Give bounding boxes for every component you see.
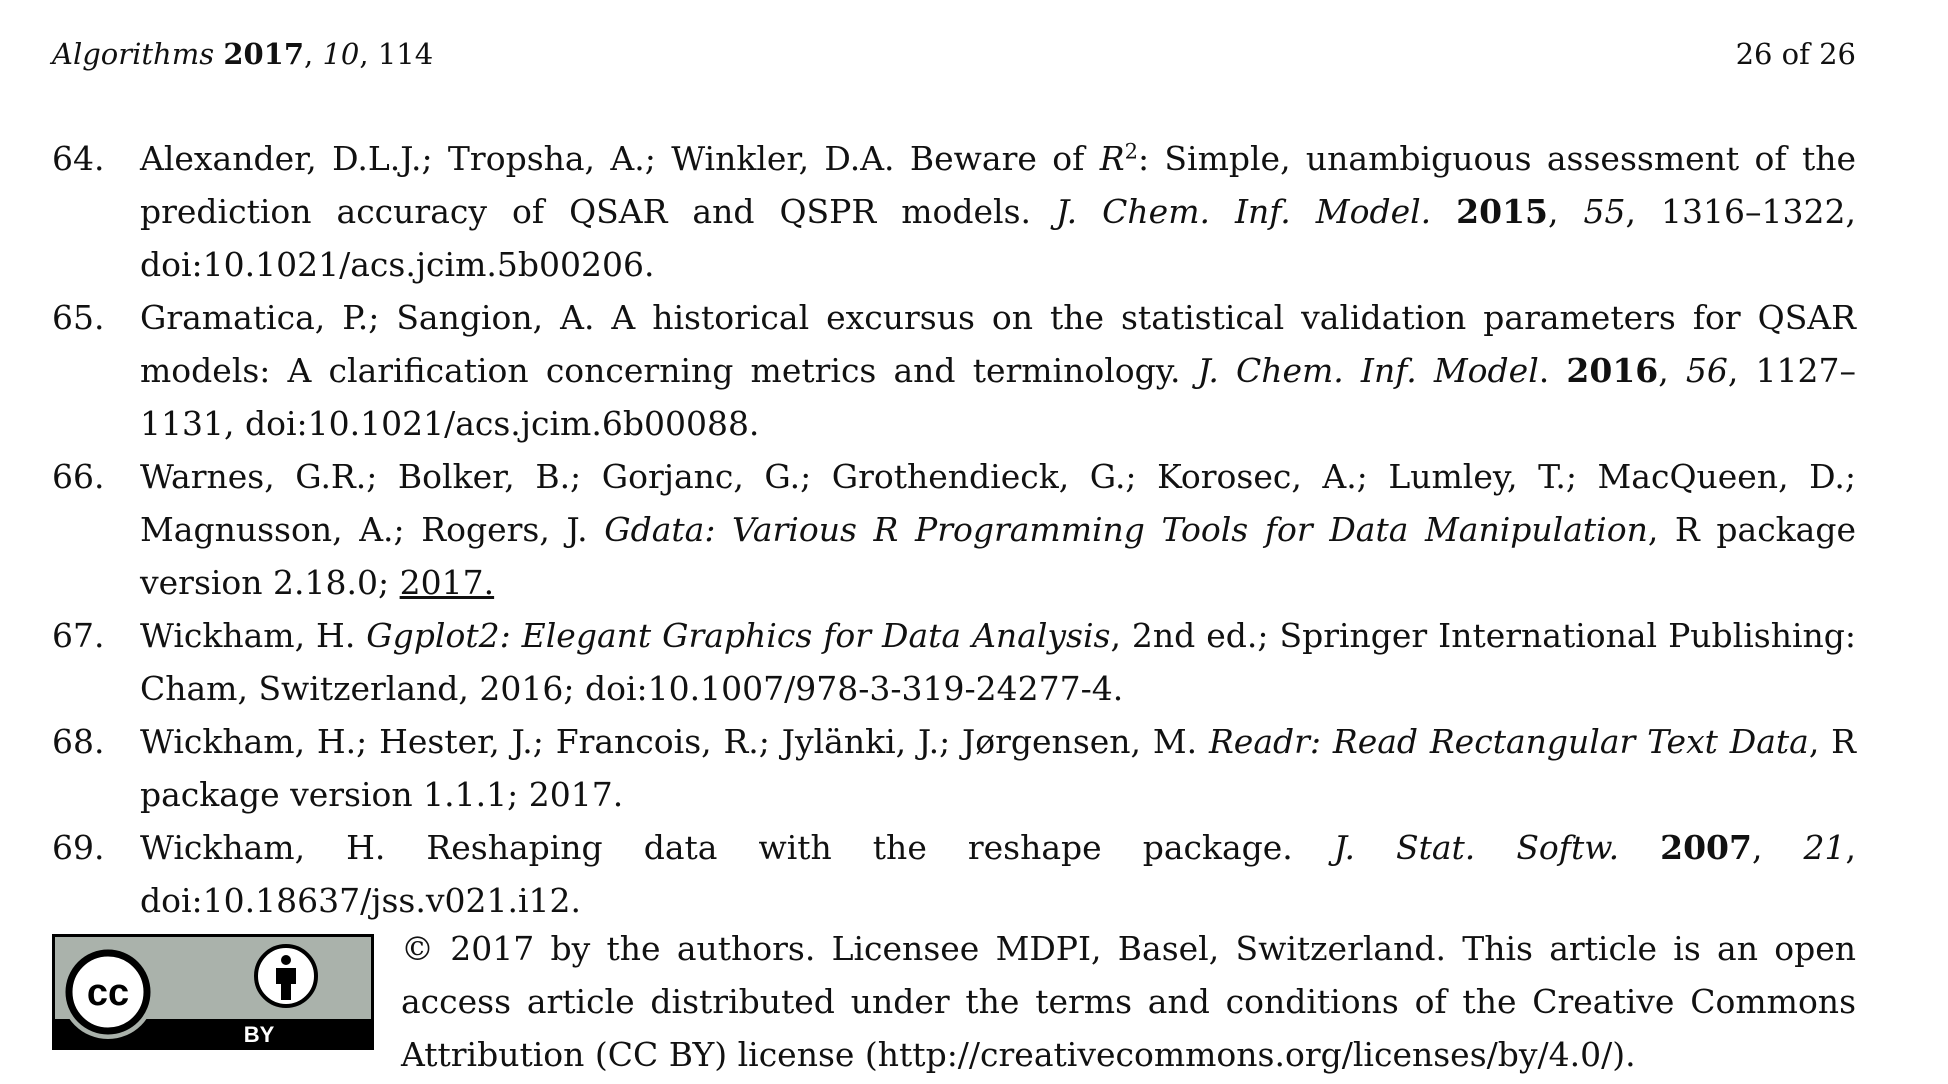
- attribution-person-icon: [256, 946, 316, 1006]
- reference-journal: J. Chem. Inf. Model: [1197, 351, 1539, 390]
- journal-volume: 10: [322, 37, 360, 71]
- reference-title: Gdata: Various R Programming Tools for Data Manipulation: [604, 510, 1648, 549]
- reference-title: Readr: Read Rectangular Text Data: [1208, 722, 1809, 761]
- reference-version: , R package version 2.18.0;: [140, 510, 1857, 602]
- running-header: [52, 34, 1856, 74]
- reference-authors-title: Gramatica, P.; Sangion, A. A historical excursus on the statistical validation parameters for QSAR models: A clarification concerning metrics and terminology.: [140, 298, 1856, 390]
- cc-icon: [61, 945, 155, 1039]
- reference-volume: 55: [1583, 192, 1626, 231]
- reference-volume: 56: [1685, 351, 1728, 390]
- reference-journal: J. Chem. Inf. Model.: [1056, 192, 1432, 231]
- reference-authors: Wickham, H.: [140, 616, 367, 655]
- citation-header: Algorithms 2017, 10, 114: [52, 37, 434, 71]
- reference-number: 69.: [52, 828, 105, 867]
- reference-year: 2015: [1456, 192, 1549, 231]
- reference-list: [52, 132, 1856, 927]
- reference-text: [140, 715, 1856, 821]
- reference-year: 2007: [1660, 828, 1752, 867]
- journal-name: Algorithms: [52, 37, 215, 71]
- reference-volume: 21: [1803, 828, 1846, 867]
- reference-66: [52, 450, 1856, 609]
- reference-title: Ggplot2: Elegant Graphics for Data Analysis: [366, 616, 1111, 655]
- reference-year-link[interactable]: 2017.: [399, 563, 495, 602]
- cc-label: cc: [86, 972, 130, 1014]
- reference-69: [52, 821, 1856, 927]
- reference-authors: Warnes, G.R.; Bolker, B.; Gorjanc, G.; Grothendieck, G.; Korosec, A.; Lumley, T.; MacQueen, D.; Magnusson, A.; Rogers, J.: [140, 457, 1856, 549]
- reference-text: [140, 609, 1856, 715]
- article-number: 114: [377, 37, 434, 71]
- reference-journal: J. Stat. Softw.: [1333, 828, 1620, 867]
- reference-text: Wickham, H. Reshaping data with the reshape package. J. Stat. Softw. 2007, 21, doi:10.18637/jss.v021.i12.: [140, 828, 1856, 920]
- reference-text: Alexander, D.L.J.; Tropsha, A.; Winkler, D.A. Beware of $R^2$: Simple, unambiguous assessment of the prediction accuracy of QSAR and QSPR models. J. Chem. Inf. Model. 2015, 55, 1316–1322, doi:10.1021/acs.jcim.5b00206.: [140, 139, 1856, 284]
- reference-65: [52, 291, 1856, 450]
- reference-68: [52, 715, 1856, 821]
- page-number: 26 of 26: [1735, 37, 1856, 71]
- r-symbol: R: [1099, 139, 1125, 178]
- reference-pages-doi: , 1127–1131, doi:10.1021/acs.jcim.6b00088.: [140, 351, 1857, 443]
- reference-journal-punct: .: [1538, 351, 1567, 390]
- reference-number: 67.: [52, 616, 105, 655]
- reference-year: 2016: [1566, 351, 1659, 390]
- cc-by-badge[interactable]: [52, 934, 374, 1050]
- reference-doi: , doi:10.18637/jss.v021.i12.: [140, 828, 1856, 920]
- reference-text: Gramatica, P.; Sangion, A. A historical excursus on the statistical validation parameters for QSAR models: A clarification concerning metrics and terminology. J. Chem. Inf. Model. 2016, 56, 1127–1131, doi:10.1021/acs.jcim.6b00088.: [140, 298, 1857, 443]
- reference-authors: Wickham, H.; Hester, J.; Francois, R.; Jylänki, J.; Jørgensen, M.: [140, 722, 1209, 761]
- reference-publisher-doi: , 2nd ed.; Springer International Publishing: Cham, Switzerland, 2016; doi:10.1007/978-3-319-24277-4.: [140, 616, 1857, 708]
- by-label: BY: [243, 1022, 275, 1047]
- reference-number: 68.: [52, 722, 105, 761]
- r-superscript: 2: [1124, 139, 1138, 164]
- reference-64: [52, 132, 1856, 291]
- reference-authors: Alexander, D.L.J.; Tropsha, A.; Winkler, D.A. Beware of: [140, 139, 1100, 178]
- reference-pages-doi: , 1316–1322, doi:10.1021/acs.jcim.5b00206.: [140, 192, 1856, 284]
- journal-year: 2017: [223, 37, 305, 71]
- reference-version: , R package version 1.1.1; 2017.: [140, 722, 1856, 814]
- reference-number: 65.: [52, 298, 105, 337]
- license-block: [52, 922, 1856, 1072]
- reference-67: [52, 609, 1856, 715]
- reference-number: 64.: [52, 139, 105, 178]
- reference-number: 66.: [52, 457, 105, 496]
- reference-authors-title: Wickham, H. Reshaping data with the reshape package.: [140, 828, 1334, 867]
- reference-text: [140, 450, 1856, 609]
- reference-title: : Simple, unambiguous assessment of the prediction accuracy of QSAR and QSPR models.: [140, 139, 1856, 231]
- license-text: © 2017 by the authors. Licensee MDPI, Basel, Switzerland. This article is an open access article distributed under the terms and conditions of the Creative Commons Attribution (CC BY) license (http://creativecommons.org/licenses/by/4.0/).: [401, 929, 1856, 1074]
